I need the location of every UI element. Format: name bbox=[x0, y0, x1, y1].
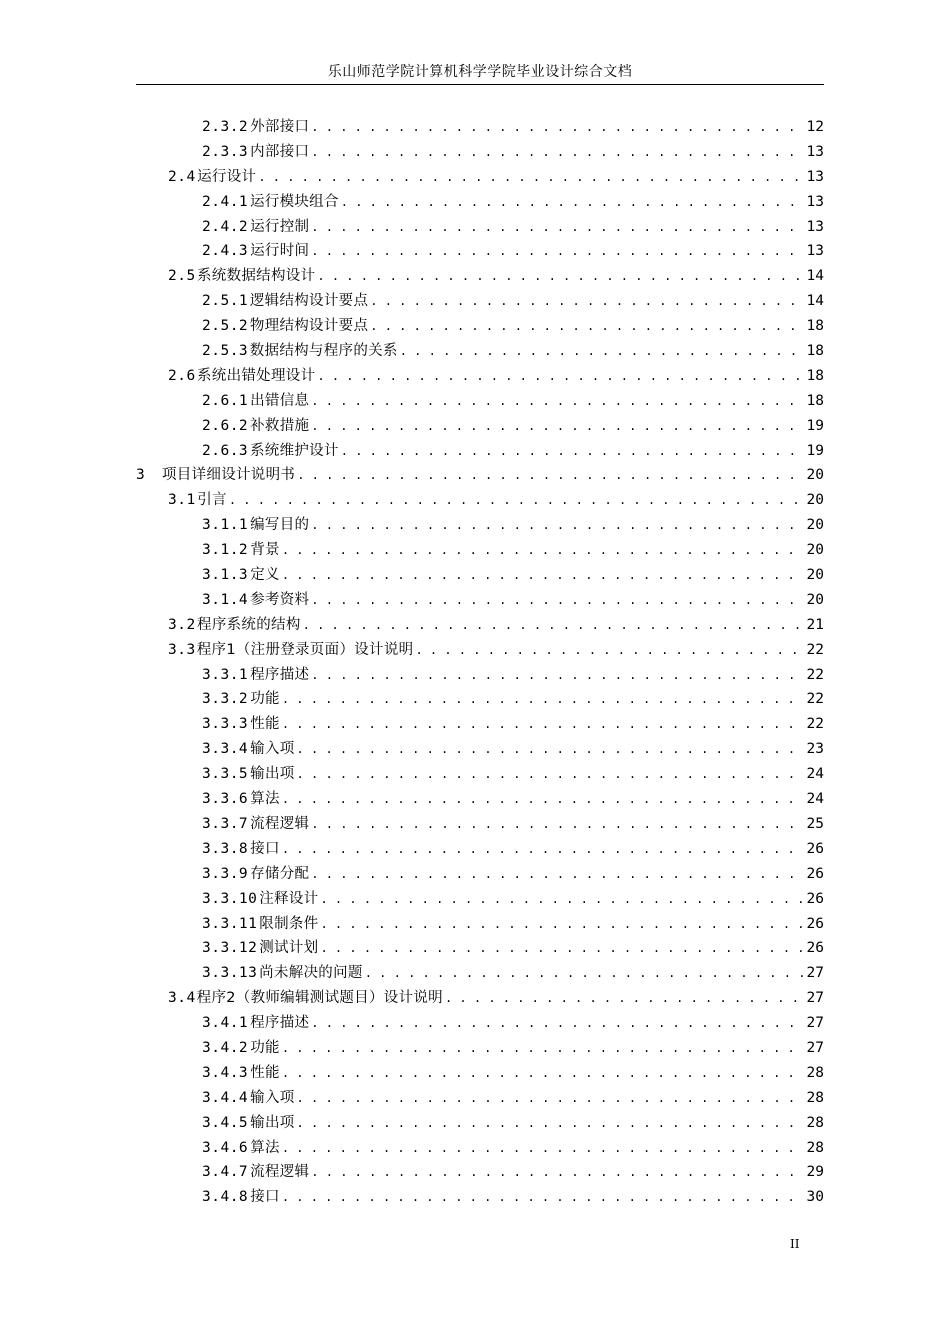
toc-entry-title: 定义 bbox=[250, 567, 280, 584]
toc-dot-leader bbox=[309, 513, 804, 538]
toc-entry-title: 性能 bbox=[250, 716, 280, 733]
toc-entry-page: 20 bbox=[806, 591, 824, 608]
toc-entry-title: 输入项 bbox=[250, 1089, 295, 1106]
toc-entry-page: 19 bbox=[806, 442, 824, 459]
toc-entry[interactable] bbox=[136, 638, 824, 663]
toc-entry-number: 2.4.3 bbox=[202, 243, 249, 260]
toc-entry-title: 编写目的 bbox=[250, 517, 310, 534]
toc-entry-page: 28 bbox=[806, 1114, 824, 1131]
toc-entry-page: 18 bbox=[806, 343, 824, 360]
toc-entry-page: 22 bbox=[806, 641, 824, 658]
toc-entry-title: 注释设计 bbox=[259, 890, 319, 907]
toc-entry[interactable] bbox=[136, 936, 824, 961]
toc-entry-number: 3.1 bbox=[168, 492, 196, 509]
toc-entry-number: 3.4 bbox=[168, 990, 196, 1007]
toc-entry-title: 接口 bbox=[250, 840, 280, 857]
toc-entry-number: 3.1.2 bbox=[202, 542, 249, 559]
toc-entry-title: 程序2（教师编辑测试题目）设计说明 bbox=[196, 990, 443, 1007]
toc-entry-title: 功能 bbox=[250, 691, 280, 708]
toc-entry-title: 程序描述 bbox=[250, 666, 310, 683]
toc-entry-title: 参考资料 bbox=[250, 591, 310, 608]
toc-entry-number: 2.5.1 bbox=[202, 293, 249, 310]
toc-entry-page: 26 bbox=[806, 840, 824, 857]
toc-entry-title: 测试计划 bbox=[259, 940, 319, 957]
toc-entry-page: 20 bbox=[806, 517, 824, 534]
toc-entry[interactable] bbox=[136, 613, 824, 638]
toc-entry-page: 29 bbox=[806, 1164, 824, 1181]
toc-entry-number: 3.1.3 bbox=[202, 567, 249, 584]
toc-dot-leader bbox=[309, 140, 804, 165]
toc-entry-page: 27 bbox=[806, 1039, 824, 1056]
toc-dot-leader bbox=[280, 1185, 804, 1210]
toc-dot-leader bbox=[309, 812, 804, 837]
toc-entry-page: 19 bbox=[806, 417, 824, 434]
toc-entry[interactable] bbox=[136, 986, 824, 1011]
toc-dot-leader bbox=[280, 787, 804, 812]
toc-entry-title: 存储分配 bbox=[250, 865, 310, 882]
toc-entry[interactable] bbox=[136, 588, 824, 613]
toc-entry-number: 3.1.4 bbox=[202, 591, 249, 608]
toc-entry-number: 2.4 bbox=[168, 168, 196, 185]
toc-entry-title: 程序描述 bbox=[250, 1015, 310, 1032]
toc-entry-page: 13 bbox=[806, 168, 824, 185]
toc-entry-number: 3.3.11 bbox=[202, 915, 258, 932]
toc-entry-number: 3.3.7 bbox=[202, 815, 249, 832]
toc-entry[interactable] bbox=[136, 488, 824, 513]
toc-entry-title: 功能 bbox=[250, 1039, 280, 1056]
toc-dot-leader bbox=[315, 364, 804, 389]
toc-entry-number: 2.3.2 bbox=[202, 119, 249, 135]
toc-entry-title: 补救措施 bbox=[250, 417, 310, 434]
toc-entry-title: 限制条件 bbox=[259, 915, 319, 932]
toc-dot-leader bbox=[413, 638, 804, 663]
toc-entry-number: 3 bbox=[136, 467, 146, 484]
toc-entry-page: 22 bbox=[806, 691, 824, 708]
toc-entry-title: 系统维护设计 bbox=[249, 442, 339, 459]
toc-entry-page: 18 bbox=[806, 367, 824, 384]
toc-entry[interactable] bbox=[136, 862, 824, 887]
toc-entry[interactable] bbox=[136, 339, 824, 364]
toc-dot-leader bbox=[301, 613, 804, 638]
toc-entry-number: 3.4.5 bbox=[202, 1114, 249, 1131]
toc-entry-number: 3.3 bbox=[168, 641, 196, 658]
toc-dot-leader bbox=[280, 837, 804, 862]
toc-dot-leader bbox=[309, 414, 804, 439]
toc-entry[interactable] bbox=[136, 687, 824, 712]
toc-dot-leader bbox=[309, 215, 804, 240]
toc-entry-number: 3.3.8 bbox=[202, 840, 249, 857]
toc-entry-title: 引言 bbox=[197, 492, 227, 509]
toc-dot-leader bbox=[318, 887, 804, 912]
toc-entry-number: 3.3.9 bbox=[202, 865, 249, 882]
toc-entry-number: 2.5.2 bbox=[202, 318, 249, 335]
running-header: 乐山师范学院计算机科学学院毕业设计综合文档 bbox=[327, 64, 633, 80]
toc-entry-number: 2.6.3 bbox=[202, 442, 249, 459]
toc-entry-title: 数据结构与程序的关系 bbox=[249, 343, 398, 360]
toc-entry[interactable] bbox=[136, 215, 824, 240]
toc-dot-leader bbox=[363, 961, 804, 986]
toc-entry[interactable] bbox=[136, 837, 824, 862]
toc-entry-page: 13 bbox=[806, 218, 824, 235]
toc-entry-page: 28 bbox=[806, 1089, 824, 1106]
toc-dot-leader bbox=[339, 190, 804, 215]
header-rule bbox=[136, 84, 824, 85]
toc-entry-title: 背景 bbox=[250, 542, 280, 559]
toc-dot-leader bbox=[309, 1160, 804, 1185]
toc-entry-title: 流程逻辑 bbox=[250, 1164, 310, 1181]
toc-dot-leader bbox=[295, 737, 804, 762]
toc-entry-title: 运行时间 bbox=[250, 243, 310, 260]
toc-entry-title: 运行模块组合 bbox=[249, 193, 339, 210]
toc-dot-leader bbox=[309, 239, 804, 264]
toc-entry-number: 2.5.3 bbox=[202, 343, 249, 360]
toc-entry-page: 27 bbox=[806, 1015, 824, 1032]
toc-entry-title: 性能 bbox=[250, 1064, 280, 1081]
toc-dot-leader bbox=[368, 314, 804, 339]
toc-dot-leader bbox=[295, 463, 804, 488]
toc-dot-leader bbox=[309, 1011, 804, 1036]
toc-entry[interactable] bbox=[136, 389, 824, 414]
toc-dot-leader bbox=[280, 1061, 804, 1086]
toc-entry-title: 尚未解决的问题 bbox=[259, 965, 363, 982]
toc-entry[interactable] bbox=[136, 140, 824, 165]
toc-dot-leader bbox=[339, 439, 804, 464]
toc-entry-page: 26 bbox=[806, 940, 824, 957]
toc-entry-page: 13 bbox=[806, 243, 824, 260]
toc-dot-leader bbox=[318, 936, 804, 961]
toc-entry-number: 2.6.2 bbox=[202, 417, 249, 434]
toc-dot-leader bbox=[295, 762, 804, 787]
toc-entry[interactable] bbox=[136, 1061, 824, 1086]
toc-dot-leader bbox=[309, 389, 804, 414]
toc-entry-page: 18 bbox=[806, 392, 824, 409]
toc-dot-leader bbox=[318, 912, 804, 937]
toc-entry-number: 2.4.2 bbox=[202, 218, 249, 235]
toc-entry-page: 21 bbox=[806, 616, 824, 633]
toc-entry-page: 27 bbox=[806, 965, 824, 982]
toc-entry-number: 3.3.13 bbox=[202, 965, 258, 982]
toc-entry[interactable] bbox=[136, 762, 824, 787]
toc-entry-number: 3.3.10 bbox=[202, 890, 258, 907]
toc-entry[interactable] bbox=[136, 961, 824, 986]
toc-entry-number: 3.3.12 bbox=[202, 940, 258, 957]
toc-entry-number: 3.3.1 bbox=[202, 666, 249, 683]
toc-entry[interactable] bbox=[136, 1036, 824, 1061]
toc-dot-leader bbox=[280, 1136, 804, 1161]
toc-entry-title: 运行控制 bbox=[250, 218, 310, 235]
toc-entry[interactable] bbox=[136, 190, 824, 215]
toc-dot-leader bbox=[368, 289, 804, 314]
toc-entry-title: 输出项 bbox=[250, 766, 295, 783]
toc-entry[interactable] bbox=[136, 1185, 824, 1210]
toc-entry-page: 20 bbox=[806, 542, 824, 559]
toc-entry-title: 接口 bbox=[250, 1189, 280, 1206]
toc-entry-page: 26 bbox=[806, 890, 824, 907]
toc-entry-title: 内部接口 bbox=[250, 143, 310, 160]
toc-dot-leader bbox=[227, 488, 804, 513]
toc-entry-number: 3.3.3 bbox=[202, 716, 249, 733]
toc-entry-number: 2.5 bbox=[168, 268, 196, 285]
toc-entry-number: 2.6 bbox=[168, 367, 196, 384]
toc-entry[interactable] bbox=[136, 364, 824, 389]
toc-entry-number: 2.4.1 bbox=[202, 193, 249, 210]
toc-entry[interactable] bbox=[136, 439, 824, 464]
toc-entry-page: 20 bbox=[806, 467, 824, 484]
toc-entry[interactable] bbox=[136, 463, 824, 488]
toc-entry-number: 2.6.1 bbox=[202, 392, 249, 409]
toc-entry-title: 程序1（注册登录页面）设计说明 bbox=[196, 641, 414, 658]
toc-entry-page: 27 bbox=[806, 990, 824, 1007]
toc-entry-title: 项目详细设计说明书 bbox=[162, 467, 296, 484]
toc-entry-number: 3.4.7 bbox=[202, 1164, 249, 1181]
toc-entry-page: 30 bbox=[806, 1189, 824, 1206]
toc-entry[interactable] bbox=[136, 887, 824, 912]
toc-entry-number: 3.1.1 bbox=[202, 517, 249, 534]
toc-entry-number: 3.4.8 bbox=[202, 1189, 249, 1206]
toc-entry-page: 14 bbox=[806, 293, 824, 310]
table-of-contents bbox=[136, 115, 824, 1210]
toc-entry-page: 18 bbox=[806, 318, 824, 335]
toc-entry[interactable] bbox=[136, 289, 824, 314]
toc-dot-leader bbox=[280, 712, 804, 737]
toc-entry[interactable] bbox=[136, 264, 824, 289]
toc-entry-page: 22 bbox=[806, 716, 824, 733]
toc-entry-page: 14 bbox=[806, 268, 824, 285]
toc-entry[interactable] bbox=[136, 1160, 824, 1185]
toc-entry-page: 24 bbox=[806, 766, 824, 783]
toc-entry-number: 3.4.2 bbox=[202, 1039, 249, 1056]
toc-entry-number: 3.2 bbox=[168, 616, 196, 633]
toc-entry[interactable] bbox=[136, 1136, 824, 1161]
toc-entry[interactable] bbox=[136, 1086, 824, 1111]
toc-entry-title: 算法 bbox=[250, 1139, 280, 1156]
toc-entry[interactable] bbox=[136, 538, 824, 563]
toc-entry-number: 3.4.6 bbox=[202, 1139, 249, 1156]
toc-dot-leader bbox=[443, 986, 804, 1011]
toc-entry-page: 24 bbox=[806, 791, 824, 808]
page-number: II bbox=[790, 1237, 800, 1251]
toc-entry-number: 3.3.4 bbox=[202, 741, 249, 758]
toc-entry-page: 26 bbox=[806, 865, 824, 882]
toc-entry-title: 物理结构设计要点 bbox=[249, 318, 369, 335]
toc-dot-leader bbox=[280, 563, 804, 588]
toc-entry[interactable] bbox=[136, 513, 824, 538]
toc-entry[interactable] bbox=[136, 239, 824, 264]
toc-entry-title: 输入项 bbox=[250, 741, 295, 758]
toc-dot-leader bbox=[309, 862, 804, 887]
toc-entry-page: 23 bbox=[806, 741, 824, 758]
toc-entry[interactable] bbox=[136, 563, 824, 588]
toc-entry-number: 2.3.3 bbox=[202, 143, 249, 160]
toc-dot-leader bbox=[256, 165, 804, 190]
toc-entry[interactable] bbox=[136, 115, 824, 140]
toc-entry-title: 出错信息 bbox=[250, 392, 310, 409]
toc-entry-page: 20 bbox=[806, 492, 824, 509]
toc-entry-title: 运行设计 bbox=[197, 168, 257, 185]
toc-entry[interactable] bbox=[136, 165, 824, 190]
toc-entry-number: 3.3.2 bbox=[202, 691, 249, 708]
toc-entry-title: 系统出错处理设计 bbox=[196, 367, 316, 384]
toc-entry-page: 13 bbox=[806, 143, 824, 160]
toc-dot-leader bbox=[280, 687, 804, 712]
toc-entry[interactable] bbox=[136, 414, 824, 439]
toc-dot-leader bbox=[398, 339, 804, 364]
toc-dot-leader bbox=[309, 115, 804, 140]
toc-entry-page: 12 bbox=[806, 119, 824, 135]
toc-entry-title: 逻辑结构设计要点 bbox=[249, 293, 369, 310]
toc-entry-number: 3.3.6 bbox=[202, 791, 249, 808]
toc-entry-number: 3.4.4 bbox=[202, 1089, 249, 1106]
toc-entry-page: 25 bbox=[806, 815, 824, 832]
toc-entry-title: 外部接口 bbox=[250, 119, 310, 135]
toc-dot-leader bbox=[295, 1086, 804, 1111]
toc-dot-leader bbox=[280, 1036, 804, 1061]
toc-entry-page: 20 bbox=[806, 567, 824, 584]
toc-dot-leader bbox=[315, 264, 804, 289]
toc-entry-number: 3.3.5 bbox=[202, 766, 249, 783]
toc-entry-title: 程序系统的结构 bbox=[197, 616, 301, 633]
toc-dot-leader bbox=[280, 538, 804, 563]
toc-dot-leader bbox=[309, 588, 804, 613]
toc-entry-number: 3.4.3 bbox=[202, 1064, 249, 1081]
toc-entry-page: 13 bbox=[806, 193, 824, 210]
toc-entry[interactable] bbox=[136, 812, 824, 837]
toc-entry-title: 算法 bbox=[250, 791, 280, 808]
toc-entry-page: 28 bbox=[806, 1139, 824, 1156]
toc-entry-title: 系统数据结构设计 bbox=[196, 268, 316, 285]
toc-entry-title: 流程逻辑 bbox=[250, 815, 310, 832]
toc-entry-page: 22 bbox=[806, 666, 824, 683]
toc-entry-page: 26 bbox=[806, 915, 824, 932]
toc-entry[interactable] bbox=[136, 712, 824, 737]
toc-entry[interactable] bbox=[136, 1011, 824, 1036]
toc-entry[interactable] bbox=[136, 314, 824, 339]
toc-entry[interactable] bbox=[136, 1111, 824, 1136]
toc-entry[interactable] bbox=[136, 787, 824, 812]
toc-entry-page: 28 bbox=[806, 1064, 824, 1081]
toc-entry-title: 输出项 bbox=[250, 1114, 295, 1131]
toc-entry[interactable] bbox=[136, 663, 824, 688]
toc-dot-leader bbox=[309, 663, 804, 688]
toc-entry[interactable] bbox=[136, 912, 824, 937]
toc-dot-leader bbox=[295, 1111, 804, 1136]
toc-entry[interactable] bbox=[136, 737, 824, 762]
toc-entry-number: 3.4.1 bbox=[202, 1015, 249, 1032]
